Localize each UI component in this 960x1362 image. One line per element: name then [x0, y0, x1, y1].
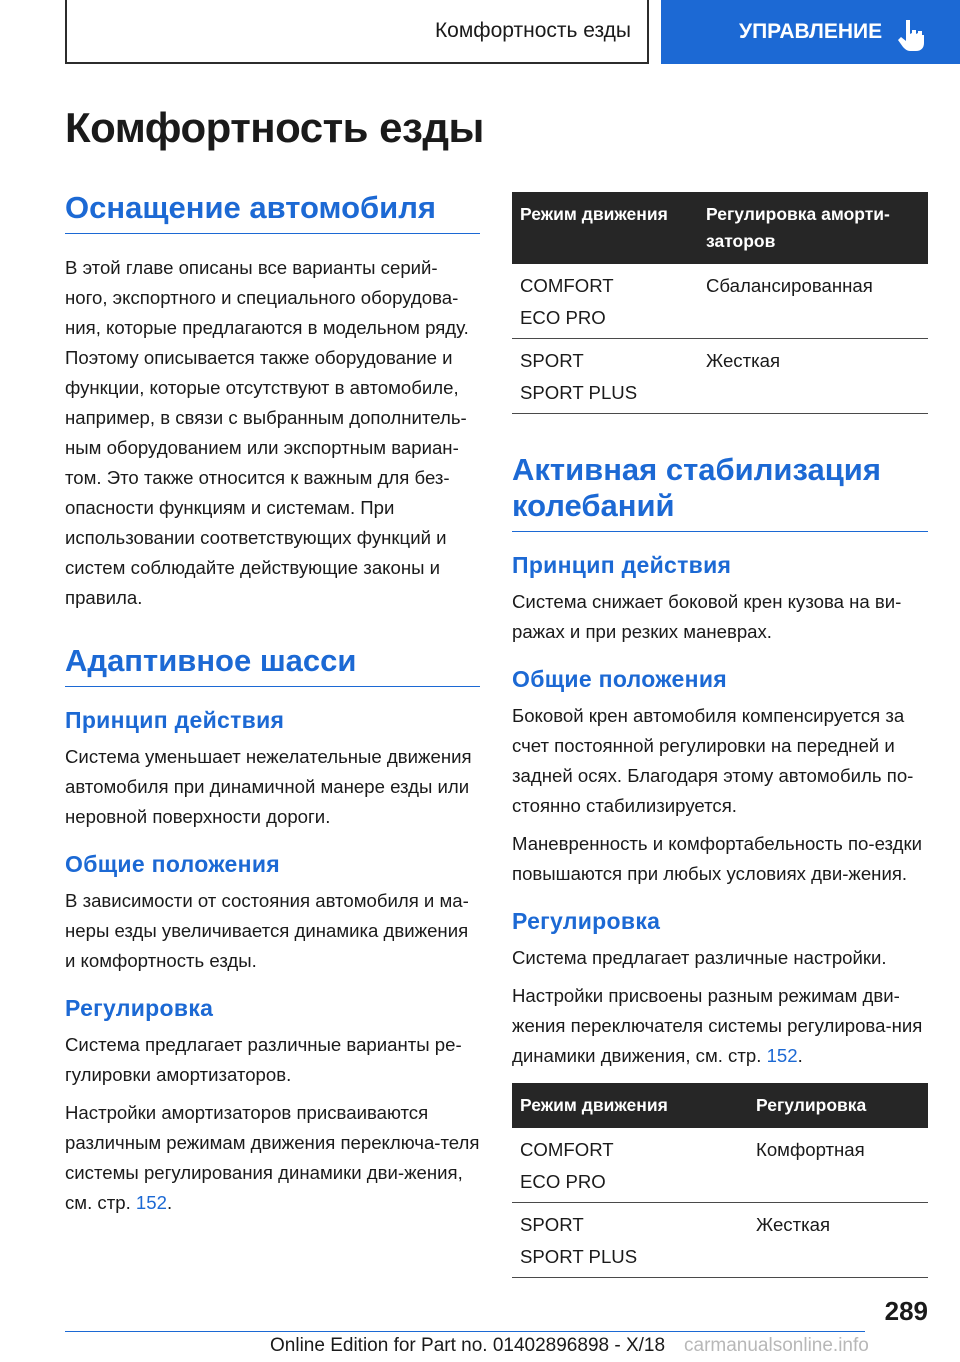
principle-heading: Принцип действия: [65, 707, 285, 733]
footer-divider: [65, 1331, 865, 1332]
table-cell-modes: [512, 1203, 748, 1278]
page-link-152[interactable]: 152: [135, 1192, 167, 1213]
table-cell-value: Жесткая: [748, 1203, 928, 1278]
table-header-mode: Режим движения: [512, 1083, 748, 1128]
table-row: [512, 264, 928, 339]
mode-sport-plus: SPORT PLUS: [520, 382, 638, 403]
table-cell-modes: [512, 1128, 748, 1203]
regulation-heading: Регулировка: [512, 908, 661, 934]
principle-text: Система уменьшает нежелательные движения автомобиля при динамичной манере езды или неровной поверхности дороги.: [65, 746, 472, 827]
header-chapter-label: УПРАВЛЕНИЕ: [739, 20, 883, 43]
table-row: [512, 339, 928, 414]
mode-comfort: COMFORT: [520, 275, 614, 296]
table-cell-value: Сбалансированная: [698, 264, 928, 339]
regulation-heading: Регулировка: [65, 995, 214, 1021]
general-heading: Общие положения: [65, 851, 280, 877]
mode-sport-plus: SPORT PLUS: [520, 1246, 638, 1267]
principle-text: Система снижает боковой крен кузова на ви-ражах и при резких маневрах.: [512, 591, 902, 642]
watermark: carmanualsonline.info: [684, 1335, 869, 1356]
mode-comfort: COMFORT: [520, 1139, 614, 1160]
table-row: [512, 1128, 928, 1203]
table-header-mode: Режим движения: [512, 192, 698, 264]
equipment-heading: Оснащение автомобиля: [65, 190, 480, 234]
header-section-tab: [65, 0, 649, 64]
mode-eco-pro: ECO PRO: [520, 1171, 606, 1192]
right-column: [512, 192, 928, 1278]
page-title: Комфортность езды: [65, 104, 484, 151]
adaptive-chassis-heading: Адаптивное шасси: [65, 643, 480, 687]
regulation-table: [512, 1083, 928, 1278]
table-header-damper: Регулировка аморти-заторов: [698, 192, 928, 264]
principle-heading: Принцип действия: [512, 552, 732, 578]
page-number: 289: [884, 1296, 928, 1326]
equipment-text: В этой главе описаны все варианты серий-ного, экспортного и специального оборудова-ния, которые предлагаются в модельном ряду. Поэтому описывается также оборудование и функции, которые отсутствуют в автомобиле, например, в связи с выбранным дополнитель-ным оборудованием или экспортным вариан-том. Это также относится к важным для без-опасности функциям и системам. При использовании соответствующих функций и систем соблюдайте действующие законы и правила.: [65, 257, 469, 608]
table-row: [512, 1203, 928, 1278]
regulation-text-2: [65, 1098, 480, 1218]
left-column: [65, 190, 480, 1226]
mode-sport: SPORT: [520, 1214, 584, 1235]
general-text-1: Боковой крен автомобиля компенсируется за счет постоянной регулировки на передней и задней осях. Благодаря этому автомобиль по-стоянно стабилизируется.: [512, 705, 914, 816]
regulation-text-1: Система предлагает различные настройки.: [512, 947, 887, 968]
mode-eco-pro: ECO PRO: [520, 307, 606, 328]
general-heading: Общие положения: [512, 666, 727, 692]
regulation-text-2: [512, 981, 928, 1071]
hand-pointer-icon: [897, 18, 927, 52]
table-cell-modes: [512, 339, 698, 414]
header-section-label: Комфортность езды: [434, 19, 631, 42]
general-text: В зависимости от состояния автомобиля и ма-неры езды увеличивается динамика движения и комфортность езды.: [65, 890, 469, 971]
general-text-2: Маневренность и комфортабельность по-ездки повышаются при любых условиях дви-жения.: [512, 833, 922, 884]
table-cell-modes: [512, 264, 698, 339]
stabilization-heading: Активная стабилизация колебаний: [512, 452, 928, 532]
table-cell-value: Жесткая: [698, 339, 928, 414]
footer-edition: Online Edition for Part no. 01402896898 - X/18: [270, 1335, 666, 1356]
regulation-text-2-body: Настройки амортизаторов присваиваются различным режимам движения переключа-теля системы регулирования динамики дви-жения, см. стр.: [65, 1102, 480, 1213]
regulation-text-2-body: Настройки присвоены разным режимам дви-жения переключателя системы регулирова-ния динамики движения, см. стр.: [512, 985, 923, 1066]
regulation-text-2-end: .: [166, 1192, 173, 1213]
table-header-regulation: Регулировка: [748, 1083, 928, 1128]
mode-sport: SPORT: [520, 350, 584, 371]
page-link-152[interactable]: 152: [766, 1045, 798, 1066]
table-cell-value: Комфортная: [748, 1128, 928, 1203]
header-chapter-tab[interactable]: [661, 0, 960, 64]
regulation-text-2-end: .: [797, 1045, 803, 1066]
regulation-text-1: Система предлагает различные варианты ре-гулировки амортизаторов.: [65, 1034, 462, 1085]
damper-table: [512, 192, 928, 414]
